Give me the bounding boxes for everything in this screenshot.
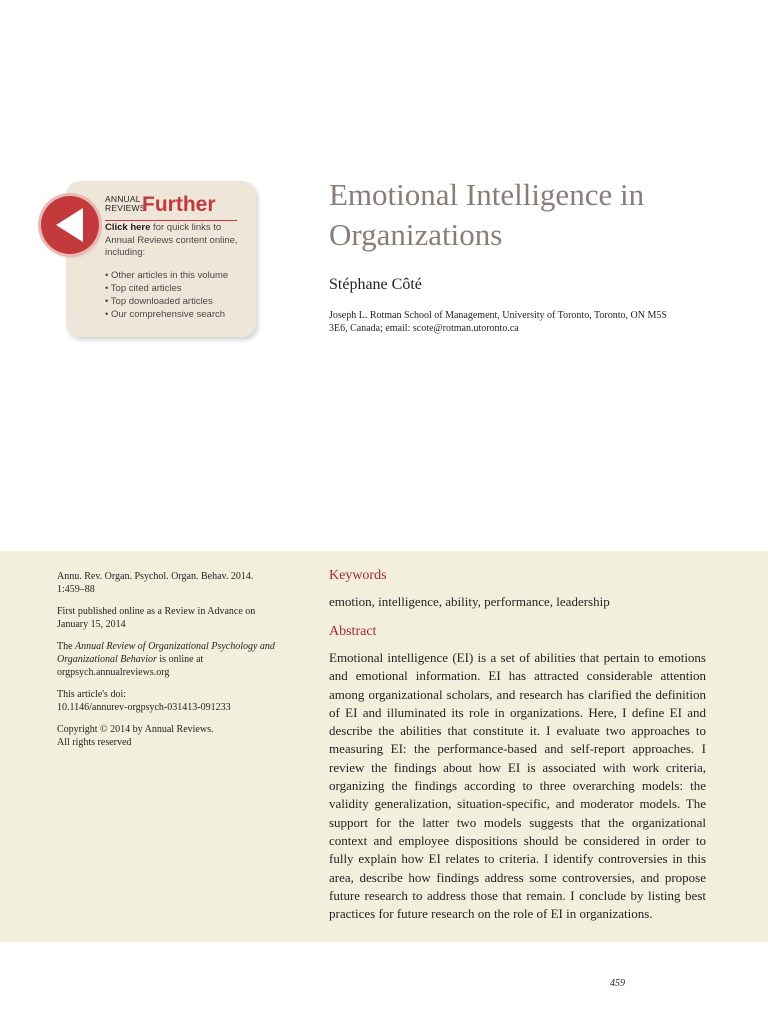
- further-divider: [105, 220, 237, 221]
- copyright: Copyright © 2014 by Annual Reviews. All rights reserved: [57, 724, 214, 748]
- abstract-text: Emotional intelligence (EI) is a set of abilities that pertain to emotions and emotional information. EI has attracted considerable attention among organizational scholars, and research has clarified the definition of EI and illuminated its role in organizations. Here, I define EI and describe the abilities that constitute it. I evaluate two approaches to measuring EI: the performance-based and self-report approaches. I review the findings about how EI is associated with work criteria, organizing the findings according to three overarching models: the validity generalization, situation-specific, and moderator models. The support for the latter two models suggests that the organizational context and employee dispositions should be considered in order to fully explain how EI relates to criteria. I identify controversies in this area, describe how findings address some controversies, and propose future research to address those that remain. I conclude by listing best practices for future research on the role of EI in organizations.: [329, 650, 706, 922]
- further-text: [105, 222, 251, 321]
- further-label: Further: [142, 193, 216, 216]
- further-item-search[interactable]: • Our comprehensive search: [105, 308, 226, 320]
- author-affiliation: Joseph L. Rotman School of Management, University of Toronto, Toronto, ON M5S 3E6, Canada; email: scote@rotman.utoronto.ca: [329, 310, 667, 334]
- further-intro: for quick links to Annual Reviews content online, including:: [105, 222, 238, 258]
- further-header: [105, 194, 245, 222]
- abstract-heading: Abstract: [329, 624, 377, 639]
- keywords-text: emotion, intelligence, ability, performance, leadership: [329, 594, 610, 609]
- journal-name: Annual Review of Organizational Psychology and Organizational Behavior: [57, 641, 275, 665]
- journal-info: The Annual Review of Organizational Psychology and Organizational Behavior is online at orgpsych.annualreviews.org: [57, 641, 275, 678]
- click-here-link[interactable]: Click here: [105, 222, 151, 233]
- further-list: [105, 269, 251, 321]
- doi-info: This article's doi: 10.1146/annurev-orgpsych-031413-091233: [57, 689, 231, 713]
- page-number: 459: [610, 978, 625, 989]
- further-item-other-articles[interactable]: • Other articles in this volume: [105, 269, 229, 281]
- article-info-sidebar: [57, 570, 282, 758]
- first-published: First published online as a Review in Advance on January 15, 2014: [57, 606, 256, 630]
- play-left-icon: [53, 206, 87, 244]
- further-item-top-downloaded[interactable]: • Top downloaded articles: [105, 295, 213, 307]
- article-title: Emotional Intelligence in Organizations: [329, 177, 645, 252]
- doi-link[interactable]: 10.1146/annurev-orgpsych-031413-091233: [57, 702, 231, 713]
- author-name: Stéphane Côté: [329, 276, 422, 293]
- keywords-heading: Keywords: [329, 568, 387, 583]
- further-link-button[interactable]: [41, 196, 99, 254]
- citation: Annu. Rev. Organ. Psychol. Organ. Behav. 2014. 1:459–88: [57, 571, 254, 595]
- further-item-top-cited[interactable]: • Top cited articles: [105, 282, 182, 294]
- annual-reviews-logo: ANNUAL REVIEWS: [105, 194, 146, 213]
